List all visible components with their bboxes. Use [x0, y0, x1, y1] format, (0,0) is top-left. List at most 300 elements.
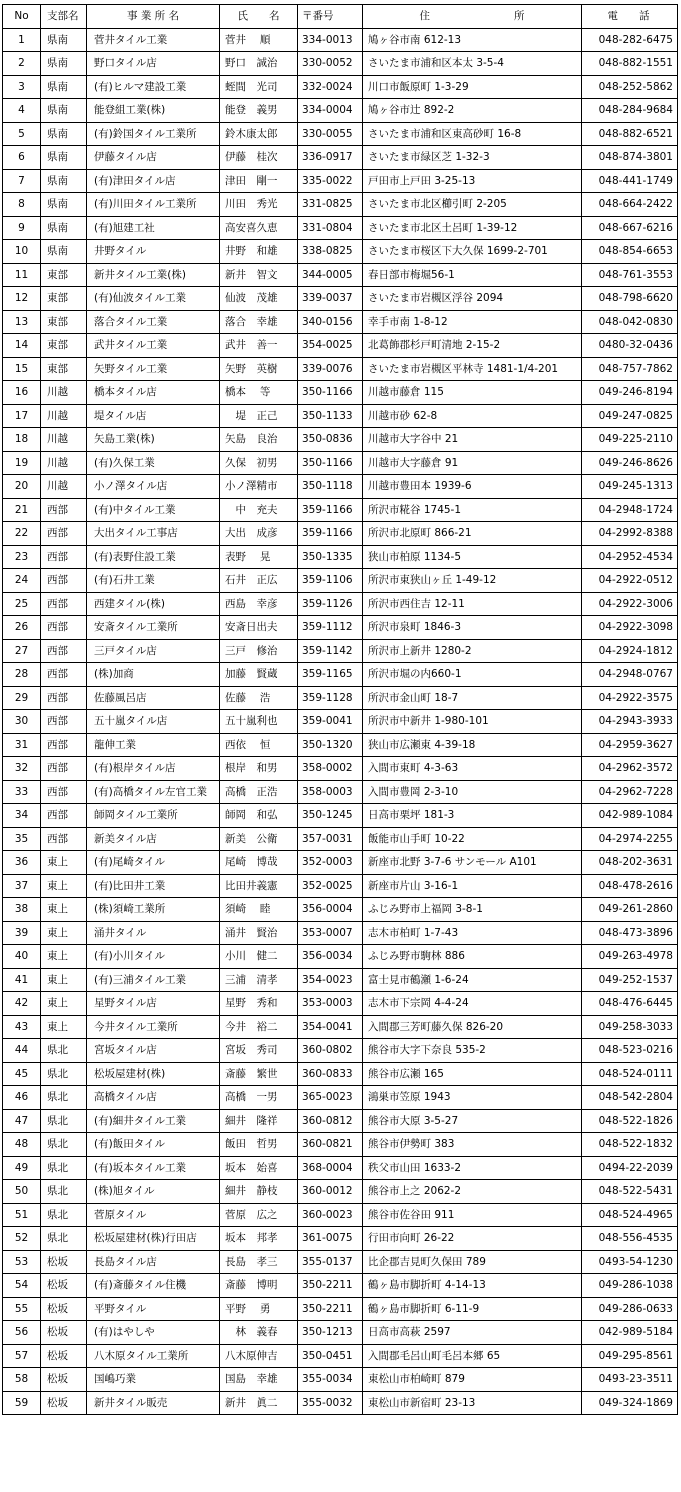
cell-name: 国島 幸雄	[220, 1368, 298, 1392]
cell-branch: 松坂	[41, 1297, 87, 1321]
cell-branch: 西部	[41, 710, 87, 734]
cell-business: (有)旭建工社	[87, 216, 220, 240]
cell-business: 野口タイル店	[87, 52, 220, 76]
cell-branch: 松坂	[41, 1274, 87, 1298]
table-row	[3, 1039, 678, 1063]
cell-name: 宮坂 秀司	[220, 1039, 298, 1063]
cell-zip: 350-1166	[298, 381, 363, 405]
cell-branch: 県南	[41, 28, 87, 52]
header-phone: 電 話	[582, 5, 678, 29]
cell-phone: 049-286-1038	[582, 1274, 678, 1298]
cell-phone: 048-476-6445	[582, 992, 678, 1016]
cell-branch: 東上	[41, 921, 87, 945]
cell-no: 22	[3, 522, 41, 546]
cell-name: 坂本 邦孝	[220, 1227, 298, 1251]
table-row	[3, 921, 678, 945]
cell-no: 49	[3, 1156, 41, 1180]
cell-branch: 西部	[41, 780, 87, 804]
cell-branch: 県南	[41, 193, 87, 217]
cell-address: 志木市柏町 1-7-43	[363, 921, 582, 945]
cell-no: 19	[3, 451, 41, 475]
cell-phone: 048-284-9684	[582, 99, 678, 123]
cell-phone: 048-667-6216	[582, 216, 678, 240]
header-business: 事 業 所 名	[87, 5, 220, 29]
cell-no: 47	[3, 1109, 41, 1133]
cell-branch: 県南	[41, 146, 87, 170]
cell-no: 53	[3, 1250, 41, 1274]
cell-name: 井野 和雄	[220, 240, 298, 264]
cell-address: 狭山市広瀬東 4-39-18	[363, 733, 582, 757]
cell-zip: 334-0013	[298, 28, 363, 52]
cell-business: (有)三浦タイル工業	[87, 968, 220, 992]
cell-name: 能登 義男	[220, 99, 298, 123]
cell-zip: 359-1106	[298, 569, 363, 593]
cell-address: さいたま市緑区芝 1-32-3	[363, 146, 582, 170]
cell-branch: 東部	[41, 263, 87, 287]
cell-phone: 048-202-3631	[582, 851, 678, 875]
cell-no: 13	[3, 310, 41, 334]
cell-business: 松坂屋建材(株)	[87, 1062, 220, 1086]
cell-branch: 西部	[41, 686, 87, 710]
cell-business: 五十嵐タイル店	[87, 710, 220, 734]
cell-business: 新美タイル店	[87, 827, 220, 851]
cell-business: (有)高橋タイル左官工業	[87, 780, 220, 804]
cell-phone: 048-798-6620	[582, 287, 678, 311]
cell-zip: 359-0041	[298, 710, 363, 734]
cell-branch: 県南	[41, 52, 87, 76]
cell-zip: 355-0032	[298, 1391, 363, 1415]
cell-branch: 西部	[41, 545, 87, 569]
cell-no: 20	[3, 475, 41, 499]
cell-zip: 350-1133	[298, 404, 363, 428]
cell-business: 松坂屋建材(株)行田店	[87, 1227, 220, 1251]
cell-address: 富士見市鶴瀬 1-6-24	[363, 968, 582, 992]
cell-address: 北葛飾郡杉戸町清地 2-15-2	[363, 334, 582, 358]
table-row	[3, 1391, 678, 1415]
cell-address: 熊谷市大原 3-5-27	[363, 1109, 582, 1133]
cell-business: 小ノ澤タイル店	[87, 475, 220, 499]
cell-business: 龍伸工業	[87, 733, 220, 757]
table-row	[3, 310, 678, 334]
table-row	[3, 804, 678, 828]
table-row	[3, 616, 678, 640]
cell-phone: 04-2992-8388	[582, 522, 678, 546]
cell-phone: 04-2922-3575	[582, 686, 678, 710]
cell-address: 所沢市西住吉 12-11	[363, 592, 582, 616]
cell-phone: 048-761-3553	[582, 263, 678, 287]
cell-phone: 048-282-6475	[582, 28, 678, 52]
cell-branch: 西部	[41, 733, 87, 757]
cell-no: 42	[3, 992, 41, 1016]
cell-no: 51	[3, 1203, 41, 1227]
cell-phone: 048-874-3801	[582, 146, 678, 170]
cell-phone: 048-252-5862	[582, 75, 678, 99]
cell-business: 伊藤タイル店	[87, 146, 220, 170]
cell-zip: 338-0825	[298, 240, 363, 264]
cell-branch: 東上	[41, 1015, 87, 1039]
cell-address: 所沢市北原町 866-21	[363, 522, 582, 546]
cell-phone: 048-882-1551	[582, 52, 678, 76]
cell-phone: 048-542-2804	[582, 1086, 678, 1110]
table-row	[3, 216, 678, 240]
cell-name: 高橋 一男	[220, 1086, 298, 1110]
cell-address: 所沢市上新井 1280-2	[363, 639, 582, 663]
table-row	[3, 1062, 678, 1086]
cell-name: 五十嵐利也	[220, 710, 298, 734]
cell-name: 久保 初男	[220, 451, 298, 475]
cell-zip: 359-1128	[298, 686, 363, 710]
cell-branch: 県北	[41, 1156, 87, 1180]
cell-address: 鳩ヶ谷市南 612-13	[363, 28, 582, 52]
table-row	[3, 686, 678, 710]
cell-address: 熊谷市佐谷田 911	[363, 1203, 582, 1227]
cell-name: 細井 静枝	[220, 1180, 298, 1204]
cell-phone: 0493-23-3511	[582, 1368, 678, 1392]
cell-zip: 353-0003	[298, 992, 363, 1016]
cell-phone: 042-989-5184	[582, 1321, 678, 1345]
cell-address: 熊谷市伊勢町 383	[363, 1133, 582, 1157]
cell-business: 今井タイル工業所	[87, 1015, 220, 1039]
cell-address: 入間郡三芳町藤久保 826-20	[363, 1015, 582, 1039]
cell-business: (有)中タイル工業	[87, 498, 220, 522]
cell-name: 今井 裕二	[220, 1015, 298, 1039]
cell-business: (有)津田タイル店	[87, 169, 220, 193]
cell-business: (有)小川タイル	[87, 945, 220, 969]
cell-no: 27	[3, 639, 41, 663]
cell-phone: 04-2924-1812	[582, 639, 678, 663]
cell-no: 18	[3, 428, 41, 452]
table-row	[3, 874, 678, 898]
cell-address: さいたま市浦和区本太 3-5-4	[363, 52, 582, 76]
cell-name: 鈴木康太郎	[220, 122, 298, 146]
cell-name: 尾崎 博哉	[220, 851, 298, 875]
cell-address: さいたま市北区土呂町 1-39-12	[363, 216, 582, 240]
table-row	[3, 1368, 678, 1392]
cell-business: 能登組工業(株)	[87, 99, 220, 123]
cell-no: 4	[3, 99, 41, 123]
cell-zip: 357-0031	[298, 827, 363, 851]
cell-address: 所沢市泉町 1846-3	[363, 616, 582, 640]
cell-no: 50	[3, 1180, 41, 1204]
table-row	[3, 1109, 678, 1133]
table-body	[3, 28, 678, 1415]
cell-address: 川口市飯原町 1-3-29	[363, 75, 582, 99]
table-row	[3, 545, 678, 569]
cell-zip: 331-0804	[298, 216, 363, 240]
cell-phone: 04-2922-3098	[582, 616, 678, 640]
cell-branch: 県北	[41, 1039, 87, 1063]
cell-business: (有)細井タイル工業	[87, 1109, 220, 1133]
cell-business: 師岡タイル工業所	[87, 804, 220, 828]
cell-name: 矢島 良治	[220, 428, 298, 452]
cell-branch: 松坂	[41, 1368, 87, 1392]
cell-name: 比田井義憲	[220, 874, 298, 898]
table-row	[3, 146, 678, 170]
cell-business: 大出タイル工事店	[87, 522, 220, 546]
cell-zip: 360-0821	[298, 1133, 363, 1157]
cell-phone: 049-286-0633	[582, 1297, 678, 1321]
cell-address: さいたま市浦和区東高砂町 16-8	[363, 122, 582, 146]
cell-branch: 川越	[41, 475, 87, 499]
cell-no: 38	[3, 898, 41, 922]
cell-zip: 354-0041	[298, 1015, 363, 1039]
table-row	[3, 193, 678, 217]
cell-branch: 東上	[41, 992, 87, 1016]
cell-phone: 048-522-5431	[582, 1180, 678, 1204]
table-row	[3, 592, 678, 616]
cell-address: 所沢市堀の内660-1	[363, 663, 582, 687]
cell-no: 5	[3, 122, 41, 146]
cell-phone: 048-524-4965	[582, 1203, 678, 1227]
cell-business: 長島タイル店	[87, 1250, 220, 1274]
cell-name: 矢野 英樹	[220, 357, 298, 381]
cell-name: 仙波 茂雄	[220, 287, 298, 311]
cell-address: 所沢市金山町 18-7	[363, 686, 582, 710]
cell-zip: 352-0003	[298, 851, 363, 875]
cell-name: 細井 隆祥	[220, 1109, 298, 1133]
cell-address: 狭山市柏原 1134-5	[363, 545, 582, 569]
cell-phone: 049-324-1869	[582, 1391, 678, 1415]
cell-no: 12	[3, 287, 41, 311]
table-row	[3, 1133, 678, 1157]
cell-name: 新井 智文	[220, 263, 298, 287]
cell-no: 36	[3, 851, 41, 875]
cell-zip: 358-0002	[298, 757, 363, 781]
cell-no: 43	[3, 1015, 41, 1039]
cell-name: 高安喜久恵	[220, 216, 298, 240]
cell-phone: 049-261-2860	[582, 898, 678, 922]
cell-no: 40	[3, 945, 41, 969]
cell-phone: 048-441-1749	[582, 169, 678, 193]
table-row	[3, 1203, 678, 1227]
cell-phone: 04-2922-0512	[582, 569, 678, 593]
cell-zip: 359-1165	[298, 663, 363, 687]
table-row	[3, 968, 678, 992]
cell-business: (株)旭タイル	[87, 1180, 220, 1204]
cell-business: (有)飯田タイル	[87, 1133, 220, 1157]
cell-phone: 049-258-3033	[582, 1015, 678, 1039]
cell-no: 14	[3, 334, 41, 358]
cell-phone: 048-556-4535	[582, 1227, 678, 1251]
cell-address: 熊谷市大字下奈良 535-2	[363, 1039, 582, 1063]
cell-no: 45	[3, 1062, 41, 1086]
cell-no: 24	[3, 569, 41, 593]
table-row	[3, 1297, 678, 1321]
cell-phone: 04-2962-3572	[582, 757, 678, 781]
cell-branch: 県北	[41, 1203, 87, 1227]
table-row	[3, 733, 678, 757]
cell-name: 西依 恒	[220, 733, 298, 757]
table-row	[3, 851, 678, 875]
cell-name: 八木原伸吉	[220, 1344, 298, 1368]
cell-no: 3	[3, 75, 41, 99]
cell-zip: 344-0005	[298, 263, 363, 287]
table-row	[3, 1015, 678, 1039]
table-row	[3, 992, 678, 1016]
cell-no: 57	[3, 1344, 41, 1368]
cell-branch: 東上	[41, 968, 87, 992]
cell-zip: 365-0023	[298, 1086, 363, 1110]
cell-address: 川越市豊田本 1939-6	[363, 475, 582, 499]
cell-zip: 330-0055	[298, 122, 363, 146]
cell-no: 1	[3, 28, 41, 52]
cell-zip: 359-1166	[298, 498, 363, 522]
cell-no: 25	[3, 592, 41, 616]
table-row	[3, 169, 678, 193]
cell-zip: 356-0004	[298, 898, 363, 922]
cell-phone: 0480-32-0436	[582, 334, 678, 358]
cell-branch: 県北	[41, 1062, 87, 1086]
cell-branch: 川越	[41, 381, 87, 405]
cell-address: 熊谷市広瀬 165	[363, 1062, 582, 1086]
cell-name: 西島 幸彦	[220, 592, 298, 616]
cell-zip: 355-0034	[298, 1368, 363, 1392]
cell-name: 三浦 清孝	[220, 968, 298, 992]
cell-business: (有)尾崎タイル	[87, 851, 220, 875]
cell-name: 橋本 等	[220, 381, 298, 405]
cell-no: 31	[3, 733, 41, 757]
table-row	[3, 1156, 678, 1180]
cell-phone: 04-2922-3006	[582, 592, 678, 616]
cell-address: 入間郡毛呂山町毛呂本郷 65	[363, 1344, 582, 1368]
cell-branch: 川越	[41, 451, 87, 475]
cell-zip: 356-0034	[298, 945, 363, 969]
cell-no: 41	[3, 968, 41, 992]
cell-no: 10	[3, 240, 41, 264]
cell-business: (株)加商	[87, 663, 220, 687]
cell-address: 志木市下宗岡 4-4-24	[363, 992, 582, 1016]
cell-business: 高橋タイル店	[87, 1086, 220, 1110]
cell-address: 戸田市上戸田 3-25-13	[363, 169, 582, 193]
header-address: 住 所	[363, 5, 582, 29]
cell-phone: 048-757-7862	[582, 357, 678, 381]
cell-address: 鶴ヶ島市脚折町 4-14-13	[363, 1274, 582, 1298]
cell-no: 6	[3, 146, 41, 170]
cell-phone: 048-524-0111	[582, 1062, 678, 1086]
cell-name: 佐藤 浩	[220, 686, 298, 710]
cell-branch: 松坂	[41, 1344, 87, 1368]
cell-zip: 358-0003	[298, 780, 363, 804]
table-row	[3, 945, 678, 969]
cell-branch: 西部	[41, 827, 87, 851]
cell-address: 川越市大字藤倉 91	[363, 451, 582, 475]
cell-business: (有)根岸タイル店	[87, 757, 220, 781]
cell-address: 春日部市梅堀56-1	[363, 263, 582, 287]
cell-no: 9	[3, 216, 41, 240]
table-row	[3, 898, 678, 922]
cell-address: 秩父市山田 1633-2	[363, 1156, 582, 1180]
table-row	[3, 122, 678, 146]
cell-address: 日高市高萩 2597	[363, 1321, 582, 1345]
cell-phone: 048-522-1832	[582, 1133, 678, 1157]
cell-branch: 松坂	[41, 1391, 87, 1415]
cell-phone: 048-042-0830	[582, 310, 678, 334]
cell-zip: 359-1126	[298, 592, 363, 616]
cell-name: 加藤 賢蔵	[220, 663, 298, 687]
cell-address: 入間市東町 4-3-63	[363, 757, 582, 781]
cell-branch: 東部	[41, 310, 87, 334]
cell-zip: 359-1112	[298, 616, 363, 640]
cell-zip: 336-0917	[298, 146, 363, 170]
cell-no: 46	[3, 1086, 41, 1110]
cell-branch: 東部	[41, 334, 87, 358]
cell-business: 涌井タイル	[87, 921, 220, 945]
cell-zip: 339-0076	[298, 357, 363, 381]
cell-address: さいたま市桜区下大久保 1699-2-701	[363, 240, 582, 264]
cell-no: 21	[3, 498, 41, 522]
table-row	[3, 663, 678, 687]
cell-business: 八木原タイル工業所	[87, 1344, 220, 1368]
cell-name: 涌井 賢治	[220, 921, 298, 945]
cell-phone: 04-2962-7228	[582, 780, 678, 804]
cell-name: 堤 正己	[220, 404, 298, 428]
cell-no: 23	[3, 545, 41, 569]
cell-branch: 県南	[41, 99, 87, 123]
cell-zip: 359-1166	[298, 522, 363, 546]
cell-name: 菅井 順	[220, 28, 298, 52]
cell-no: 48	[3, 1133, 41, 1157]
cell-phone: 049-246-8194	[582, 381, 678, 405]
cell-no: 35	[3, 827, 41, 851]
cell-phone: 048-882-6521	[582, 122, 678, 146]
cell-business: 菅井タイル工業	[87, 28, 220, 52]
cell-branch: 県北	[41, 1227, 87, 1251]
table-row	[3, 99, 678, 123]
cell-zip: 331-0825	[298, 193, 363, 217]
cell-zip: 353-0007	[298, 921, 363, 945]
cell-branch: 西部	[41, 663, 87, 687]
cell-no: 37	[3, 874, 41, 898]
cell-phone: 049-263-4978	[582, 945, 678, 969]
cell-no: 30	[3, 710, 41, 734]
cell-address: 東松山市柏崎町 879	[363, 1368, 582, 1392]
cell-business: (有)仙波タイル工業	[87, 287, 220, 311]
cell-name: 根岸 和男	[220, 757, 298, 781]
cell-name: 武井 善一	[220, 334, 298, 358]
cell-zip: 368-0004	[298, 1156, 363, 1180]
table-row	[3, 1274, 678, 1298]
cell-branch: 県南	[41, 169, 87, 193]
cell-business: 佐藤風呂店	[87, 686, 220, 710]
table-row	[3, 498, 678, 522]
cell-no: 54	[3, 1274, 41, 1298]
cell-phone: 042-989-1084	[582, 804, 678, 828]
cell-zip: 350-1245	[298, 804, 363, 828]
cell-no: 44	[3, 1039, 41, 1063]
cell-name: 落合 幸雄	[220, 310, 298, 334]
cell-branch: 西部	[41, 757, 87, 781]
cell-phone: 049-245-1313	[582, 475, 678, 499]
cell-name: 星野 秀和	[220, 992, 298, 1016]
cell-zip: 350-0836	[298, 428, 363, 452]
cell-address: 幸手市南 1-8-12	[363, 310, 582, 334]
cell-zip: 350-2211	[298, 1274, 363, 1298]
cell-address: 日高市栗坪 181-3	[363, 804, 582, 828]
cell-address: 入間市豊岡 2-3-10	[363, 780, 582, 804]
cell-name: 大出 成彦	[220, 522, 298, 546]
table-row	[3, 569, 678, 593]
table-row	[3, 357, 678, 381]
cell-no: 15	[3, 357, 41, 381]
cell-branch: 松坂	[41, 1321, 87, 1345]
table-row	[3, 1344, 678, 1368]
cell-branch: 県北	[41, 1180, 87, 1204]
cell-branch: 西部	[41, 498, 87, 522]
table-row	[3, 287, 678, 311]
cell-address: 東松山市新宿町 23-13	[363, 1391, 582, 1415]
table-row	[3, 710, 678, 734]
cell-no: 58	[3, 1368, 41, 1392]
